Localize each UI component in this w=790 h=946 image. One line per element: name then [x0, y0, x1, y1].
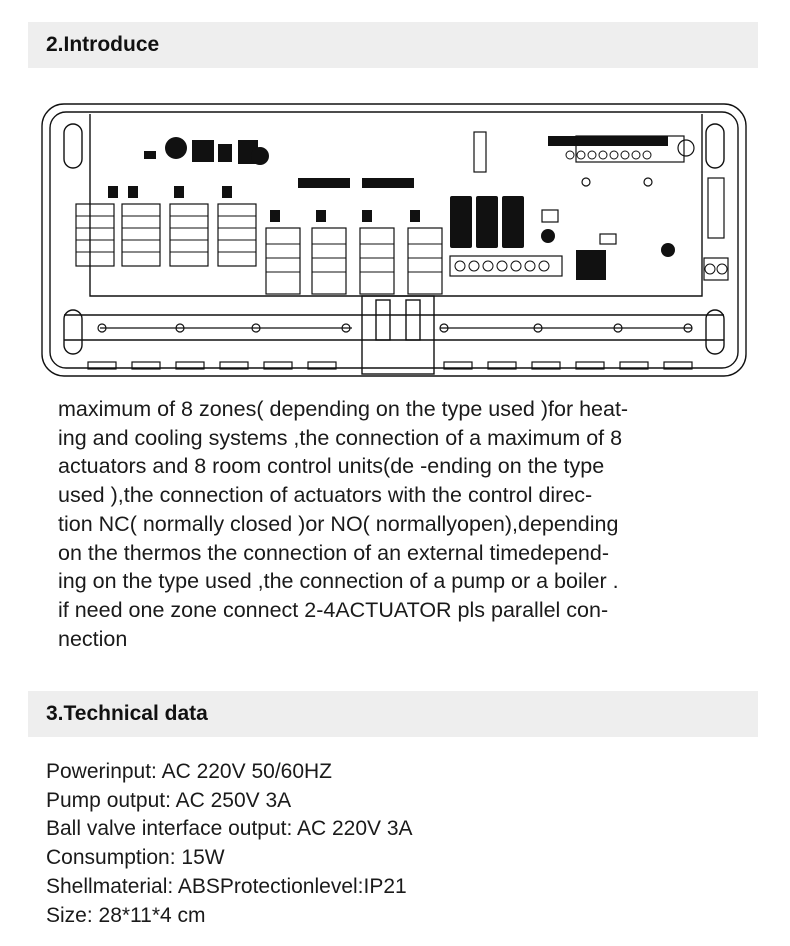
spec-shell-material: Shellmaterial: ABSProtectionlevel:IP21 — [46, 874, 407, 898]
introduce-line: ing and cooling systems ,the connection of a maximum of 8 — [58, 425, 623, 450]
spec-ball-valve-output: Ball valve interface output: AC 220V 3A — [46, 817, 413, 841]
spec-pump-output: Pump output: AC 250V 3A — [46, 788, 292, 812]
section-title-introduce: 2.Introduce — [46, 33, 160, 56]
section-header-introduce — [28, 22, 758, 68]
introduce-line: used ),the connection of actuators with the control direc- — [58, 483, 593, 508]
introduce-line: on the thermos the connection of an external timedepend- — [58, 540, 609, 565]
introduce-line: maximum of 8 zones( depending on the type used )for heat- — [58, 397, 629, 421]
spec-consumption: Consumption: 15W — [46, 846, 225, 870]
introduce-line: nection — [58, 626, 128, 651]
section-title-technical-data: 3.Technical data — [46, 702, 208, 725]
section-header-technical-data — [28, 691, 758, 737]
introduce-line: actuators and 8 room control units(de -ending on the type — [58, 454, 605, 479]
spec-size: Size: 28*11*4 cm — [46, 903, 206, 927]
spec-power-input: Powerinput: AC 220V 50/60HZ — [46, 760, 333, 783]
controller-board-diagram — [40, 100, 748, 382]
introduce-paragraph — [58, 395, 738, 653]
introduce-line: ing on the type used ,the connection of a pump or a boiler . — [58, 569, 619, 594]
introduce-line: tion NC( normally closed )or NO( normallyopen),depending — [58, 511, 619, 536]
technical-data-list — [46, 758, 413, 930]
introduce-line: if need one zone connect 2-4ACTUATOR pls parallel con- — [58, 597, 609, 622]
